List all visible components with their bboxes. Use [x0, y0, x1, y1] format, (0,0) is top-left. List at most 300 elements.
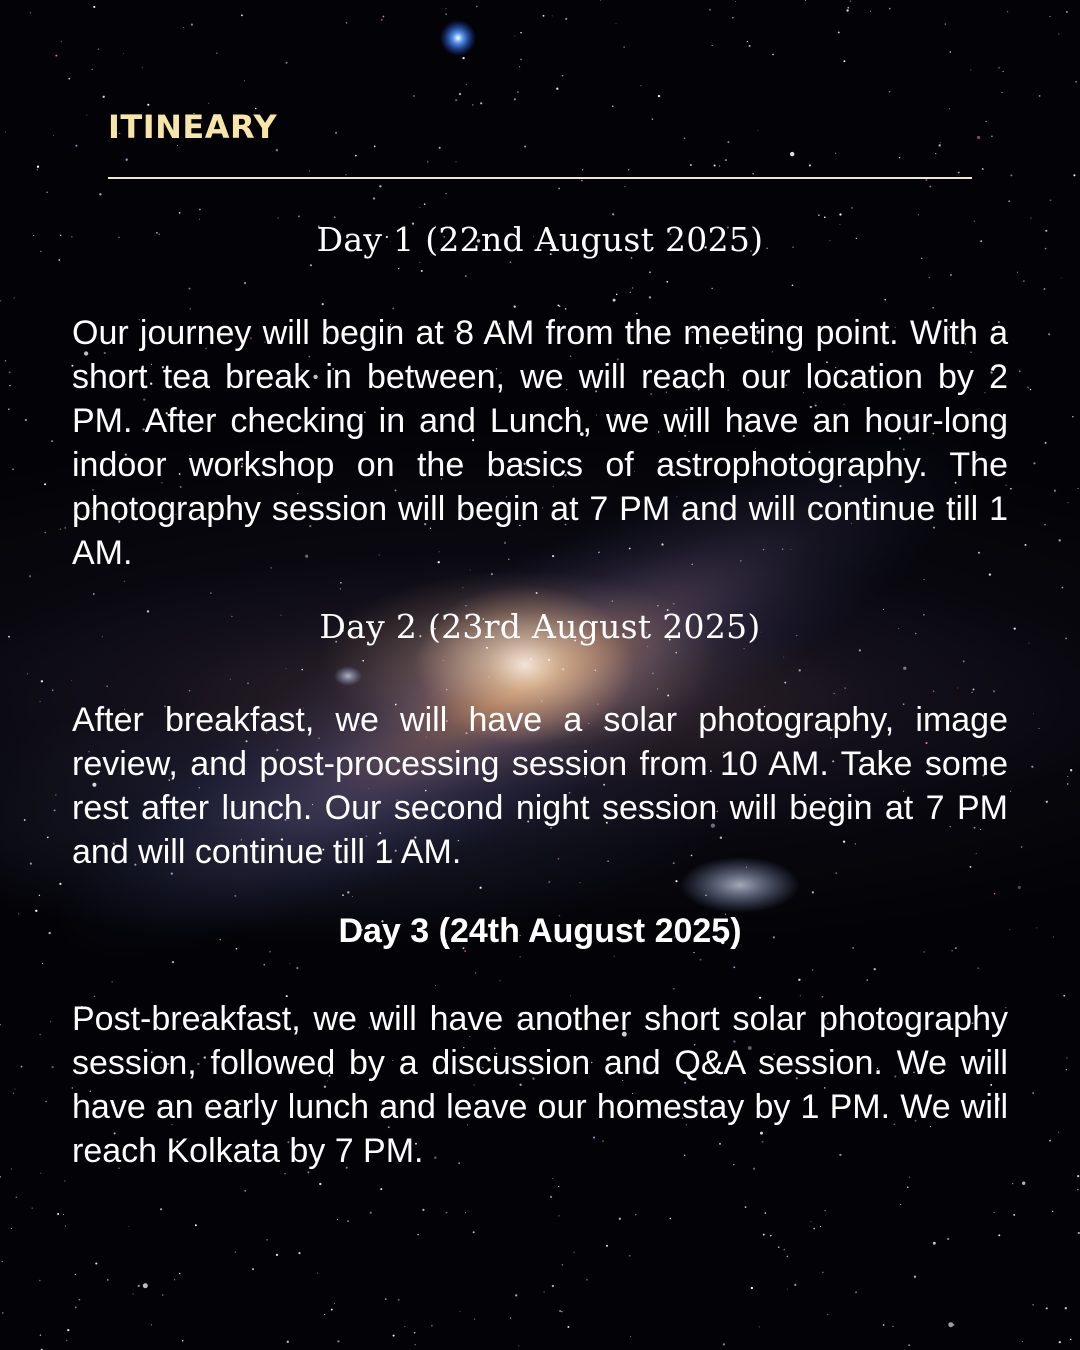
star: [190, 308, 192, 310]
star: [846, 9, 848, 11]
star: [64, 1180, 65, 1181]
star: [435, 985, 436, 986]
star: [784, 682, 786, 684]
star: [606, 1245, 608, 1247]
star: [317, 1273, 318, 1274]
star: [812, 891, 814, 893]
star: [847, 7, 849, 9]
star: [65, 1226, 66, 1227]
star: [0, 300, 1, 301]
star: [835, 153, 836, 154]
star: [381, 19, 383, 21]
star: [179, 212, 181, 214]
star: [465, 1212, 466, 1213]
star: [670, 1218, 672, 1220]
star: [191, 23, 193, 25]
star: [446, 689, 447, 690]
star: [241, 14, 243, 16]
star: [1077, 1189, 1078, 1190]
star: [770, 1235, 772, 1237]
star: [624, 186, 625, 187]
star: [51, 1066, 53, 1068]
star: [1073, 174, 1075, 176]
star: [244, 1190, 246, 1192]
star: [675, 880, 677, 882]
star: [462, 587, 463, 588]
star: [103, 96, 105, 98]
star: [1044, 288, 1046, 290]
star: [1033, 462, 1035, 464]
star: [612, 600, 613, 601]
star: [548, 659, 550, 661]
star: [586, 1279, 588, 1281]
star: [765, 1212, 767, 1214]
star: [994, 893, 995, 894]
star: [548, 881, 550, 883]
star: [174, 1279, 175, 1280]
star: [86, 115, 87, 116]
star: [1062, 587, 1064, 589]
star: [379, 185, 381, 187]
star: [499, 980, 501, 982]
star: [124, 581, 125, 582]
star: [52, 689, 53, 690]
star: [340, 588, 341, 589]
star: [284, 1173, 285, 1174]
star: [510, 1317, 512, 1319]
star: [95, 1262, 97, 1264]
star: [524, 145, 526, 147]
star: [277, 217, 278, 218]
star: [925, 179, 927, 181]
star: [419, 207, 420, 208]
star: [111, 981, 112, 982]
star: [543, 15, 545, 17]
star: [658, 95, 660, 97]
star: [298, 215, 300, 217]
star: [331, 1309, 333, 1311]
star: [398, 1299, 400, 1301]
star: [757, 130, 758, 131]
star: [263, 964, 265, 966]
star: [948, 1322, 953, 1327]
star: [67, 1329, 69, 1331]
star: [44, 483, 46, 485]
star: [945, 23, 946, 24]
star: [809, 164, 811, 166]
star: [705, 895, 706, 896]
star: [929, 277, 930, 278]
star: [914, 1276, 916, 1278]
star: [30, 12, 32, 14]
star: [514, 35, 515, 36]
star: [216, 52, 218, 54]
star: [29, 575, 31, 577]
star: [666, 281, 668, 283]
star: [189, 690, 190, 691]
star: [908, 1344, 909, 1345]
star: [520, 59, 522, 61]
star: [673, 603, 675, 605]
star: [415, 1344, 416, 1345]
star: [39, 895, 40, 896]
star: [978, 968, 979, 969]
star: [41, 680, 43, 682]
star: [414, 1332, 416, 1334]
star: [536, 592, 538, 594]
star: [1010, 488, 1012, 490]
star: [889, 91, 890, 92]
star: [629, 1255, 631, 1257]
star: [392, 308, 394, 310]
star: [552, 15, 553, 16]
star: [1002, 92, 1003, 93]
star: [759, 1326, 760, 1327]
star: [924, 579, 925, 580]
star: [727, 141, 729, 143]
star: [46, 192, 47, 193]
star: [27, 673, 28, 674]
star: [151, 1324, 152, 1325]
star: [5, 360, 7, 362]
star: [1075, 81, 1076, 82]
star: [1070, 1339, 1072, 1341]
star: [612, 105, 614, 107]
star: [518, 1345, 519, 1346]
star: [998, 67, 1000, 69]
star: [933, 1242, 936, 1245]
star: [517, 91, 518, 92]
star: [838, 31, 840, 33]
star: [14, 1088, 15, 1089]
star: [977, 136, 980, 139]
star: [628, 169, 629, 170]
star: [561, 1311, 562, 1312]
star: [889, 8, 891, 10]
star: [99, 193, 101, 195]
star: [866, 979, 868, 981]
star: [1070, 769, 1072, 771]
star: [39, 1280, 41, 1282]
star: [652, 673, 653, 674]
star: [455, 99, 457, 101]
star: [747, 41, 748, 42]
star: [851, 207, 852, 208]
star: [581, 180, 583, 182]
star: [334, 216, 336, 218]
star: [133, 1293, 134, 1294]
star: [335, 132, 337, 134]
star: [580, 882, 581, 883]
star: [235, 1251, 236, 1252]
star: [0, 1024, 1, 1025]
star: [54, 809, 56, 811]
star: [725, 159, 727, 161]
star: [559, 305, 561, 307]
day-2-description: After breakfast, we will have a solar photography, image review, and post-processing session from 10 AM. Take some rest after lunch. Our second night session will begin at 7 PM and will continue till 1 AM.: [72, 701, 1008, 871]
star: [480, 102, 482, 104]
star: [179, 1273, 181, 1275]
star: [935, 153, 936, 154]
title-divider: [108, 177, 972, 179]
star: [1038, 728, 1039, 729]
star: [1019, 370, 1021, 372]
star: [827, 1314, 828, 1315]
star: [16, 1196, 18, 1198]
star: [47, 837, 49, 839]
star: [68, 78, 70, 80]
star: [459, 1311, 460, 1312]
star: [488, 676, 489, 677]
star: [189, 288, 191, 290]
star: [431, 1325, 433, 1327]
star: [393, 1335, 395, 1337]
star: [63, 1214, 64, 1215]
star: [21, 1066, 23, 1068]
star: [778, 1246, 780, 1248]
star: [42, 963, 43, 964]
star: [520, 956, 521, 957]
star: [649, 271, 651, 273]
star: [404, 1326, 405, 1327]
star: [37, 166, 39, 168]
star: [582, 169, 583, 170]
star: [319, 1183, 321, 1185]
star: [98, 48, 100, 50]
star: [1045, 442, 1047, 444]
star: [787, 1289, 788, 1290]
star: [210, 592, 211, 593]
star: [199, 209, 201, 211]
day-2-heading: Day 2 (23rd August 2025): [319, 607, 761, 646]
star: [1010, 791, 1011, 792]
star: [383, 16, 385, 18]
star: [60, 528, 61, 529]
star: [182, 1340, 184, 1342]
star: [929, 186, 931, 188]
star: [1008, 201, 1009, 202]
star: [963, 660, 965, 662]
star: [970, 69, 971, 70]
star: [1077, 1175, 1079, 1177]
star: [123, 53, 124, 54]
star: [417, 1234, 418, 1235]
star: [462, 57, 464, 59]
day-1-heading: Day 1 (22nd August 2025): [316, 220, 764, 259]
star: [565, 18, 567, 20]
star: [1067, 776, 1068, 777]
star: [480, 887, 482, 889]
star: [37, 169, 38, 170]
star: [1049, 1140, 1051, 1142]
star: [616, 23, 617, 24]
star: [1065, 1307, 1067, 1309]
star: [40, 701, 41, 702]
star: [1077, 488, 1078, 489]
star: [1013, 1214, 1015, 1216]
star: [556, 88, 558, 90]
star: [419, 262, 420, 263]
star: [443, 660, 444, 661]
star: [1025, 544, 1027, 546]
star: [562, 668, 564, 670]
star: [345, 174, 346, 175]
star: [998, 1234, 1000, 1236]
star: [550, 1196, 552, 1198]
star: [1058, 1132, 1059, 1133]
star: [183, 27, 184, 28]
star: [424, 203, 426, 205]
star: [735, 1, 736, 2]
star: [971, 692, 972, 693]
star: [362, 660, 364, 662]
star: [93, 593, 95, 595]
page-title: ITINEARY: [108, 108, 278, 146]
star: [733, 966, 735, 968]
star: [600, 0, 601, 1]
star: [1030, 389, 1031, 390]
star: [623, 46, 624, 47]
star: [302, 669, 303, 670]
star: [991, 136, 993, 138]
star: [1063, 995, 1065, 997]
star: [630, 1336, 631, 1337]
star: [53, 135, 54, 136]
star: [1068, 502, 1069, 503]
star: [909, 1177, 910, 1178]
star: [472, 104, 474, 106]
star: [673, 988, 674, 989]
star: [1059, 539, 1061, 541]
star: [1007, 11, 1008, 12]
star: [1066, 1057, 1067, 1058]
star: [5, 132, 6, 133]
star: [75, 1306, 77, 1308]
star: [792, 284, 794, 286]
star: [923, 951, 925, 953]
star: [574, 1252, 575, 1253]
star: [1048, 333, 1050, 335]
star: [398, 268, 399, 269]
star: [559, 1310, 561, 1312]
star: [510, 261, 512, 263]
star: [466, 84, 467, 85]
star: [58, 259, 60, 261]
star: [918, 214, 919, 215]
star: [752, 173, 753, 174]
star: [712, 45, 713, 46]
star: [1067, 783, 1068, 784]
star: [45, 532, 46, 533]
star: [1066, 1069, 1067, 1070]
star: [75, 145, 77, 147]
star: [446, 1212, 448, 1214]
star: [552, 1285, 554, 1287]
star: [1061, 278, 1062, 279]
star: [632, 287, 634, 289]
star: [799, 669, 801, 671]
star: [843, 60, 845, 62]
star: [612, 213, 614, 215]
star: [445, 13, 447, 15]
star: [473, 1231, 475, 1233]
star: [1022, 1341, 1023, 1342]
star: [700, 959, 702, 961]
star: [652, 118, 653, 119]
star: [40, 1173, 41, 1174]
star: [64, 527, 66, 529]
star: [334, 1303, 335, 1304]
star: [1052, 1211, 1053, 1212]
star: [813, 1228, 815, 1230]
star: [230, 679, 231, 680]
star: [825, 1210, 826, 1211]
star: [640, 85, 641, 86]
star: [818, 214, 820, 216]
star: [711, 288, 712, 289]
star: [544, 1291, 545, 1292]
star: [340, 582, 342, 584]
star: [337, 1219, 338, 1220]
star: [947, 1238, 949, 1240]
star: [723, 1343, 725, 1345]
star: [950, 51, 952, 53]
star: [744, 648, 745, 649]
star: [289, 963, 290, 964]
star: [370, 1212, 372, 1214]
star: [287, 1341, 289, 1343]
star: [1044, 524, 1045, 525]
star: [11, 1228, 12, 1229]
star: [870, 11, 871, 12]
star: [1066, 11, 1068, 13]
star: [649, 296, 651, 298]
star: [0, 1176, 1, 1177]
day-3-description: Post-breakfast, we will have another short solar photography session, followed by a discussion and Q&A session. We will have an early lunch and leave our homestay by 1 PM. We will reach Kolkata by 7 PM.: [72, 1000, 1008, 1170]
star: [693, 952, 694, 953]
star: [982, 168, 984, 170]
star: [1046, 801, 1048, 803]
star: [940, 142, 941, 143]
star: [45, 1101, 47, 1103]
star: [883, 1324, 885, 1326]
star: [562, 1264, 564, 1266]
star: [324, 1314, 325, 1315]
star: [812, 969, 814, 971]
star: [798, 979, 800, 981]
star: [772, 54, 774, 56]
star: [380, 1188, 382, 1190]
star: [684, 138, 685, 139]
star: [1039, 95, 1041, 97]
star: [1050, 16, 1051, 17]
star: [385, 1298, 387, 1300]
star: [667, 695, 669, 697]
star: [309, 170, 310, 171]
star: [1033, 713, 1034, 714]
star: [567, 1326, 569, 1328]
star: [355, 155, 357, 157]
star: [1012, 1183, 1013, 1184]
star: [374, 146, 376, 148]
star: [657, 688, 658, 689]
star: [514, 305, 516, 307]
star: [421, 270, 423, 272]
star: [1021, 846, 1023, 848]
star: [347, 891, 349, 893]
star: [71, 680, 72, 681]
star: [2, 1261, 3, 1262]
